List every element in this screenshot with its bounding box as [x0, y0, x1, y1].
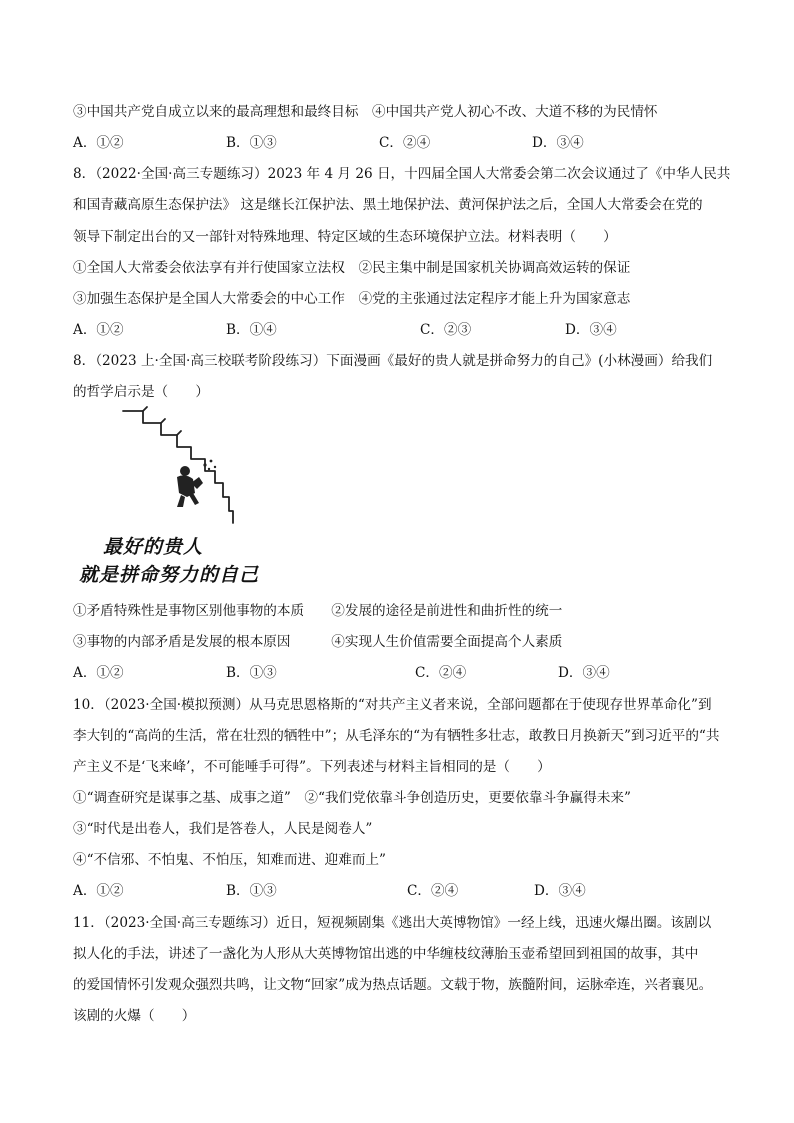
- staircase-drawing: [73, 405, 273, 530]
- text-line: 的哲学启示是（ ）: [73, 384, 209, 400]
- option-d: D．③④: [534, 883, 586, 899]
- option-b: B．①③: [226, 883, 277, 899]
- option-d: D．③④: [558, 665, 610, 681]
- option-c: C．②③: [420, 322, 472, 338]
- question-10-stem: 10．（2023·全国·模拟预测）从马克思恩格斯的“对共产主义者来说，全部问题都在于使现存世界革命化”到: [73, 697, 712, 713]
- option-b: B．①③: [226, 665, 277, 681]
- option-a: A．①②: [73, 135, 124, 151]
- question-8b-stem: 8．（2023 上·全国·高三校联考阶段练习）下面漫画《最好的贵人就是拼命努力的自己》(小林漫画）给我们: [73, 353, 713, 369]
- option-c: C．②④: [415, 665, 467, 681]
- text-line: 领导下制定出台的又一部针对特殊地理、特定区域的生态环境保护立法。材料表明（ ）: [73, 229, 617, 245]
- option-d: D．③④: [565, 322, 617, 338]
- text-line: 的爱国情怀引发观众强烈共鸣，让文物“回家”成为热点话题。文载于物，族髓附间，运脉牵连，兴者襄见。: [73, 977, 713, 993]
- text-line: ③事物的内部矛盾是发展的根本原因 ④实现人生价值需要全面提高个人素质: [73, 634, 563, 650]
- text-line: ③“时代是出卷人，我们是答卷人，人民是阅卷人”: [73, 821, 373, 837]
- text-line: 李大钊的“高尚的生活，常在壮烈的牺牲中”；从毛泽东的“为有牺牲多壮志，敢教日月换新天”到习近平的“共: [73, 728, 720, 744]
- cartoon-image: [73, 405, 273, 585]
- text-line: 拟人化的手法，讲述了一盏化为人形从大英博物馆出逃的中华缠枝纹薄胎玉壶希望回到祖国的故事，其中: [73, 946, 699, 962]
- text-line: ①“调查研究是谋事之基、成事之道” ②“我们党依靠斗争创造历史，更要依靠斗争赢得未来”: [73, 790, 631, 806]
- option-c: C．②④: [407, 883, 459, 899]
- question-11-stem: 11．（2023·全国·高三专题练习）近日，短视频剧集《逃出大英博物馆》一经上线，迅速火爆出圈。该剧以: [73, 915, 712, 931]
- cartoon-caption-line1: 最好的贵人: [103, 536, 204, 558]
- text-line: ④“不信邪、不怕鬼、不怕压，知难而进、迎难而上”: [73, 852, 386, 868]
- text-line: ③加强生态保护是全国人大常委会的中心工作 ④党的主张通过法定程序才能上升为国家意志: [73, 291, 631, 307]
- option-d: D．③④: [532, 135, 584, 151]
- option-a: A．①②: [73, 322, 124, 338]
- question-8-stem: 8．（2022·全国·高三专题练习）2023 年 4 月 26 日，十四届全国人大常委会第二次会议通过了《中华人民共: [73, 166, 731, 182]
- option-b: B．①④: [226, 322, 277, 338]
- option-b: B．①③: [226, 135, 277, 151]
- text-line: ①全国人大常委会依法享有并行使国家立法权 ②民主集中制是国家机关协调高效运转的保证: [73, 260, 631, 276]
- cartoon-caption-line2: 就是拼命努力的自己: [79, 564, 260, 586]
- text-line: ③中国共产党自成立以来的最高理想和最终目标 ④中国共产党人初心不改、大道不移的为民情怀: [73, 104, 658, 120]
- option-a: A．①②: [73, 665, 124, 681]
- text-line: 产主义不是‘飞来峰’，不可能唾手可得”。下列表述与材料主旨相同的是（ ）: [73, 759, 551, 775]
- text-line: ①矛盾特殊性是事物区别他事物的本质 ②发展的途径是前进性和曲折性的统一: [73, 603, 563, 619]
- text-line: 该剧的火爆（ ）: [73, 1008, 196, 1024]
- option-c: C．②④: [379, 135, 431, 151]
- option-a: A．①②: [73, 883, 124, 899]
- text-line: 和国青藏高原生态保护法》 这是继长江保护法、黑土地保护法、黄河保护法之后，全国人大常委会在党的: [73, 197, 703, 213]
